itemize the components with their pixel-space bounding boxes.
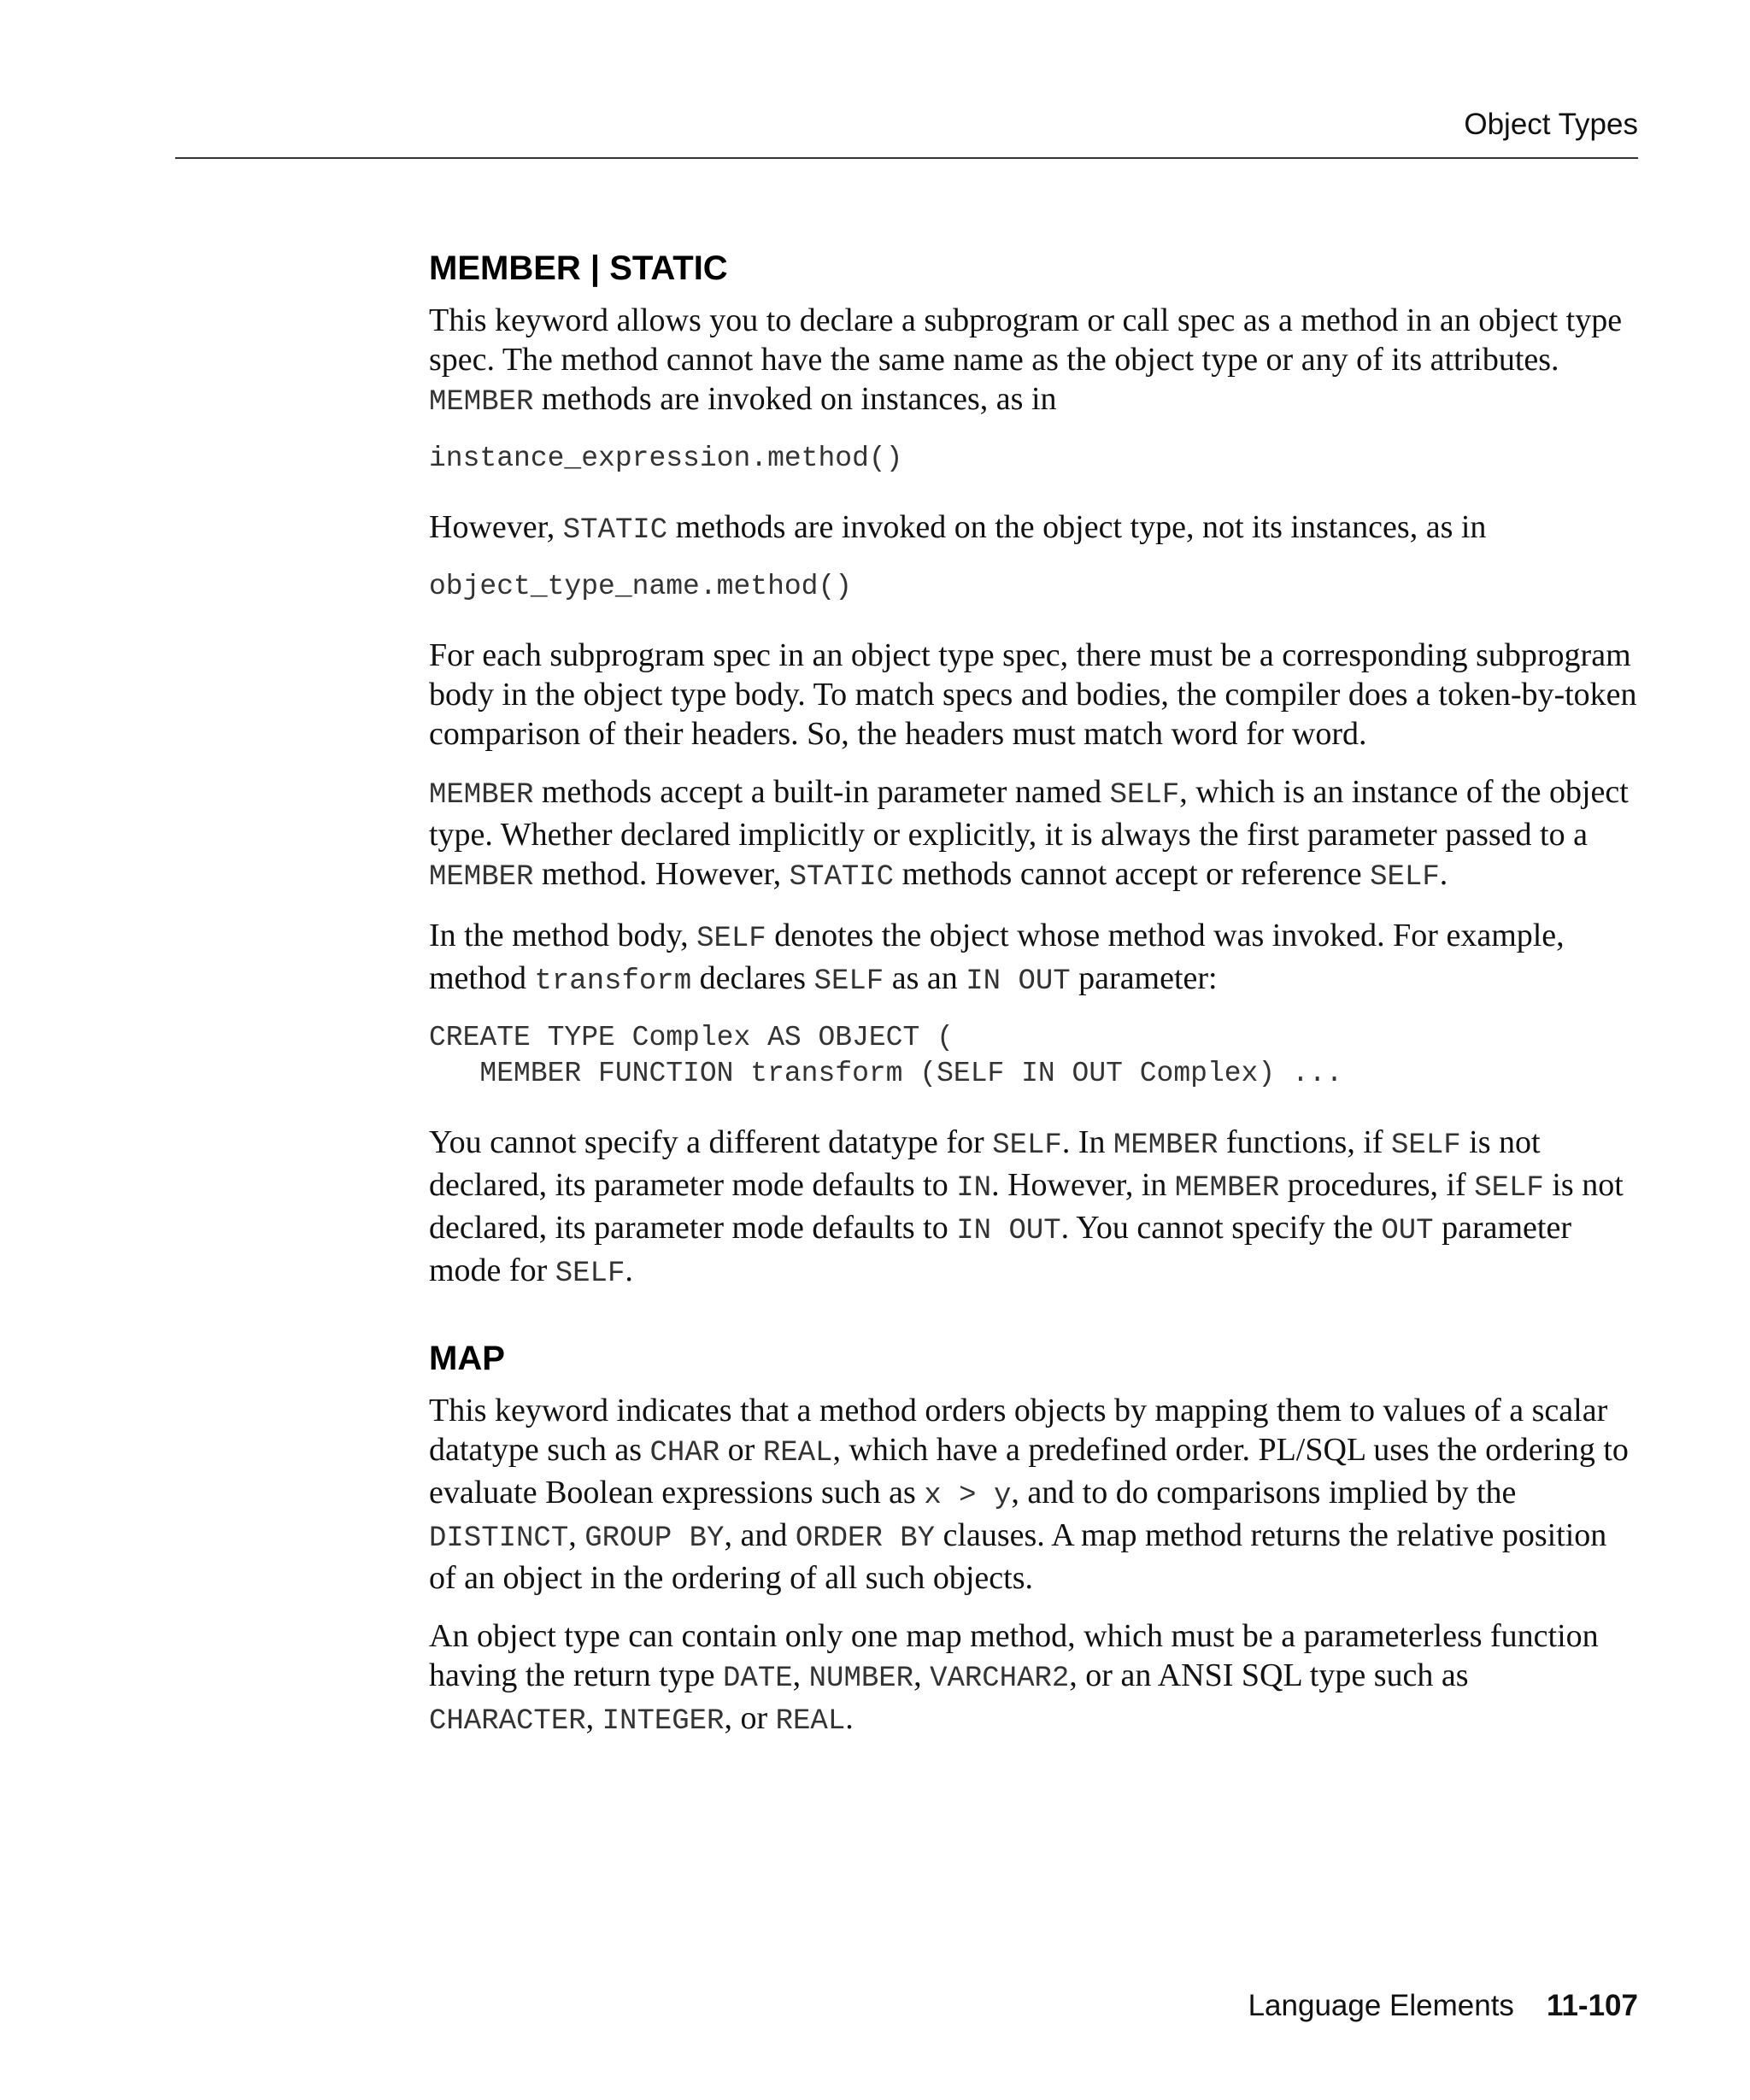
running-header [175,108,1638,159]
code-example: CREATE TYPE Complex AS OBJECT ( MEMBER FUNCTION transform (SELF IN OUT Complex) ... [429,1022,1343,1089]
inline-code: MEMBER [429,779,534,812]
inline-code: DATE [723,1663,793,1695]
paragraph: MEMBER methods accept a built-in parameter named SELF, which is an instance of the object type. Whether declared implicitly or explicitly, it is always the first parameter passed to a MEMBER method. However, STATIC methods cannot accept or reference SELF. [429,774,1629,894]
inline-code: SELF [992,1129,1062,1162]
inline-code: REAL [762,1437,833,1469]
inline-code: IN [956,1172,992,1205]
inline-code: DISTINCT [429,1522,569,1555]
inline-code: SELF [1109,779,1180,812]
running-header-title: Object Types [1464,108,1638,141]
inline-code: REAL [775,1705,846,1738]
section-heading-member-static: MEMBER | STATIC [429,249,728,287]
inline-code: MEMBER [1174,1172,1280,1205]
inline-code: ORDER BY [795,1522,936,1555]
inline-code: NUMBER [808,1663,914,1695]
inline-code: IN OUT [956,1215,1061,1247]
inline-code: SELF [1474,1172,1544,1205]
inline-code: IN OUT [966,965,1071,998]
inline-code: SELF [1370,861,1440,894]
code-example: instance_expression.method() [429,443,903,474]
inline-code: MEMBER [1113,1129,1219,1162]
inline-code: MEMBER [429,861,534,894]
inline-code: INTEGER [602,1705,725,1738]
footer-chapter-title: Language Elements [1248,1989,1514,2022]
inline-code: x > y [924,1480,1012,1512]
inline-code: STATIC [562,514,668,547]
inline-code: CHARACTER [429,1705,586,1738]
inline-code: VARCHAR2 [930,1663,1070,1695]
page-footer [1248,1989,1638,2023]
inline-code: CHAR [649,1437,720,1469]
inline-code: SELF [555,1258,625,1290]
paragraph: However, STATIC methods are invoked on the object type, not its instances, as in [429,509,1487,547]
inline-code: OUT [1381,1215,1434,1247]
paragraph: This keyword indicates that a method orders objects by mapping them to values of a scalar datatype such as CHAR or REAL, which have a predefined order. PL/SQL uses the ordering to evaluate Boolean expressions such as x > y, and to do comparisons implied by the DISTINCT, GROUP BY, and ORDER BY clauses. A map method returns the relative position of an object in the ordering of all such objects. [429,1393,1629,1596]
inline-code: SELF [696,923,766,955]
page-content [429,248,1638,1760]
inline-code: STATIC [789,861,895,894]
paragraph: You cannot specify a different datatype for SELF. In MEMBER functions, if SELF is not declared, its parameter mode defaults to IN. However, in MEMBER procedures, if SELF is not declared, its parameter mode defaults to IN OUT. You cannot specify the OUT parameter mode for SELF. [429,1124,1624,1290]
section-heading-map: MAP [429,1340,505,1377]
inline-code: GROUP BY [584,1522,725,1555]
paragraph: For each subprogram spec in an object type spec, there must be a corresponding subprogram body in the object type body. To match specs and bodies, the compiler does a token-by-token comparison of their headers. So, the headers must match word for word. [429,637,1637,752]
page-number: 11-107 [1546,1989,1638,2022]
inline-code: SELF [1391,1129,1461,1162]
inline-code: transform [534,965,692,998]
paragraph: This keyword allows you to declare a subprogram or call spec as a method in an object type spec. The method cannot have the same name as the object type or any of its attributes. MEMBER methods are invoked on instances, as in [429,302,1623,419]
inline-code: SELF [813,965,884,998]
paragraph: An object type can contain only one map method, which must be a parameterless function having the return type DATE, NUMBER, VARCHAR2, or an ANSI SQL type such as CHARACTER, INTEGER, or REAL. [429,1618,1599,1738]
code-example: object_type_name.method() [429,571,853,602]
paragraph: In the method body, SELF denotes the object whose method was invoked. For example, method transform declares SELF as an IN OUT parameter: [429,918,1565,998]
inline-code: MEMBER [429,386,534,419]
